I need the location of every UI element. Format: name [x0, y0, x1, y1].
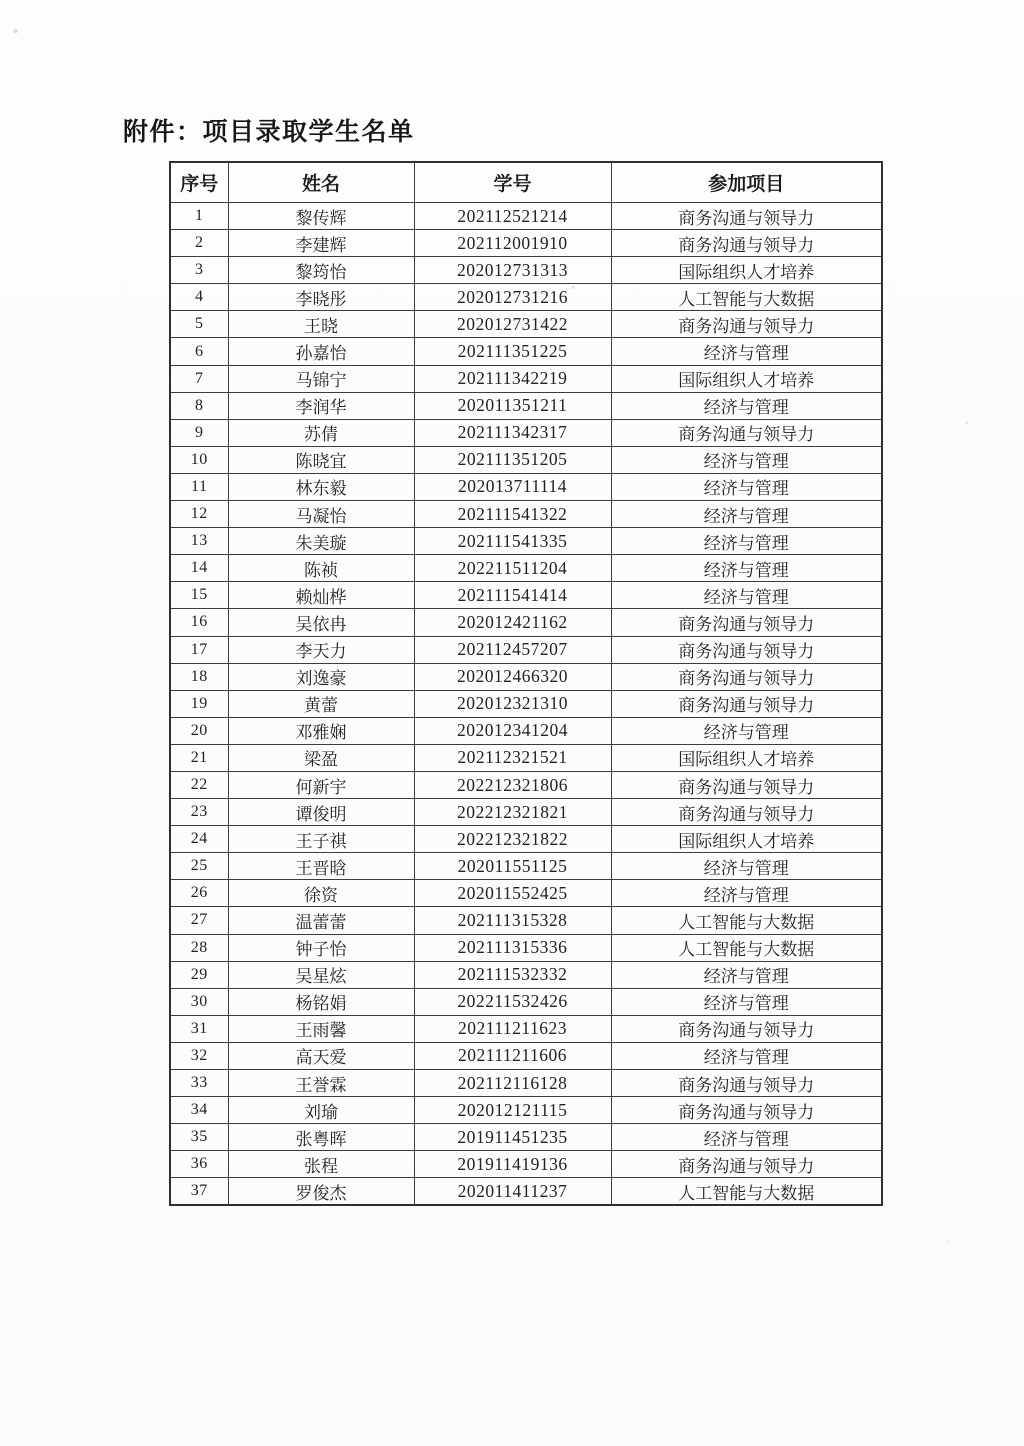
scan-speck: [947, 1240, 950, 1243]
cell-name: 王晋晗: [228, 853, 414, 880]
table-row: [170, 1178, 882, 1206]
cell-project: 经济与管理: [611, 392, 882, 419]
cell-student-id: 202012321310: [414, 690, 611, 717]
cell-project: 经济与管理: [611, 1124, 882, 1151]
cell-student-id: 202111541322: [414, 501, 611, 528]
cell-project: 商务沟通与领导力: [611, 419, 882, 446]
cell-index: 24: [170, 826, 228, 853]
attachment-title: 附件：项目录取学生名单: [123, 119, 415, 146]
table-header: [170, 162, 882, 203]
cell-index: 6: [170, 338, 228, 365]
cell-name: 孙嘉怡: [228, 338, 414, 365]
cell-index: 3: [170, 257, 228, 284]
cell-index: 11: [170, 473, 228, 500]
cell-project: 经济与管理: [611, 528, 882, 555]
cell-student-id: 202011411237: [414, 1178, 611, 1206]
table-row: [170, 473, 882, 500]
table-row: [170, 609, 882, 636]
cell-name: 徐资: [228, 880, 414, 907]
cell-index: 29: [170, 961, 228, 988]
cell-student-id: 202111532332: [414, 961, 611, 988]
table-row: [170, 934, 882, 961]
cell-project: 人工智能与大数据: [611, 934, 882, 961]
cell-index: 10: [170, 446, 228, 473]
cell-index: 33: [170, 1070, 228, 1097]
cell-index: 30: [170, 988, 228, 1015]
cell-name: 李晓彤: [228, 284, 414, 311]
cell-name: 苏倩: [228, 419, 414, 446]
cell-name: 吴星炫: [228, 961, 414, 988]
cell-project: 人工智能与大数据: [611, 1178, 882, 1206]
cell-project: 商务沟通与领导力: [611, 799, 882, 826]
cell-student-id: 202012121115: [414, 1097, 611, 1124]
cell-project: 经济与管理: [611, 555, 882, 582]
cell-name: 刘瑜: [228, 1097, 414, 1124]
cell-student-id: 202111315336: [414, 934, 611, 961]
table-row: [170, 961, 882, 988]
cell-name: 高天爱: [228, 1042, 414, 1069]
table-row: [170, 528, 882, 555]
cell-index: 9: [170, 419, 228, 446]
table-row: [170, 257, 882, 284]
cell-project: 商务沟通与领导力: [611, 1015, 882, 1042]
cell-index: 22: [170, 771, 228, 798]
cell-name: 邓雅娴: [228, 717, 414, 744]
table-row: [170, 1151, 882, 1178]
cell-project: 人工智能与大数据: [611, 907, 882, 934]
cell-student-id: 202212321806: [414, 771, 611, 798]
table-row: [170, 853, 882, 880]
cell-index: 35: [170, 1124, 228, 1151]
cell-name: 赖灿桦: [228, 582, 414, 609]
cell-index: 32: [170, 1042, 228, 1069]
cell-student-id: 202112521214: [414, 203, 611, 230]
cell-student-id: 202013711114: [414, 473, 611, 500]
cell-name: 李天力: [228, 636, 414, 663]
cell-student-id: 202212321821: [414, 799, 611, 826]
cell-student-id: 202112001910: [414, 230, 611, 257]
table-row: [170, 392, 882, 419]
cell-index: 13: [170, 528, 228, 555]
cell-student-id: 202212321822: [414, 826, 611, 853]
cell-student-id: 202112321521: [414, 744, 611, 771]
cell-project: 经济与管理: [611, 961, 882, 988]
cell-name: 张程: [228, 1151, 414, 1178]
table-row: [170, 880, 882, 907]
cell-student-id: 202012421162: [414, 609, 611, 636]
cell-student-id: 202111351205: [414, 446, 611, 473]
table-row: [170, 1124, 882, 1151]
table-row: [170, 501, 882, 528]
cell-student-id: 201911451235: [414, 1124, 611, 1151]
cell-student-id: 202111351225: [414, 338, 611, 365]
cell-project: 国际组织人才培养: [611, 744, 882, 771]
cell-name: 陈晓宜: [228, 446, 414, 473]
cell-name: 李润华: [228, 392, 414, 419]
cell-name: 温蕾蕾: [228, 907, 414, 934]
cell-project: 经济与管理: [611, 473, 882, 500]
cell-name: 李建辉: [228, 230, 414, 257]
cell-name: 马凝怡: [228, 501, 414, 528]
table-row: [170, 1042, 882, 1069]
cell-student-id: 202012731313: [414, 257, 611, 284]
table-row: [170, 338, 882, 365]
cell-student-id: 202011552425: [414, 880, 611, 907]
cell-index: 5: [170, 311, 228, 338]
table-row: [170, 230, 882, 257]
cell-project: 国际组织人才培养: [611, 257, 882, 284]
cell-student-id: 202111211623: [414, 1015, 611, 1042]
cell-index: 1: [170, 203, 228, 230]
cell-project: 经济与管理: [611, 1042, 882, 1069]
cell-index: 8: [170, 392, 228, 419]
table-row: [170, 1097, 882, 1124]
cell-name: 黎传辉: [228, 203, 414, 230]
cell-project: 商务沟通与领导力: [611, 1070, 882, 1097]
table-row: [170, 636, 882, 663]
table-row: [170, 555, 882, 582]
table-row: [170, 744, 882, 771]
cell-index: 21: [170, 744, 228, 771]
cell-name: 罗俊杰: [228, 1178, 414, 1206]
cell-student-id: 202111541414: [414, 582, 611, 609]
cell-name: 何新宇: [228, 771, 414, 798]
cell-student-id: 202111315328: [414, 907, 611, 934]
cell-student-id: 202111541335: [414, 528, 611, 555]
cell-index: 12: [170, 501, 228, 528]
cell-student-id: 202012466320: [414, 663, 611, 690]
table-row: [170, 446, 882, 473]
table-row: [170, 690, 882, 717]
cell-student-id: 202112457207: [414, 636, 611, 663]
cell-project: 经济与管理: [611, 988, 882, 1015]
table-row: [170, 663, 882, 690]
cell-project: 商务沟通与领导力: [611, 311, 882, 338]
cell-name: 杨铭娟: [228, 988, 414, 1015]
header-index: 序号: [170, 162, 228, 203]
cell-project: 商务沟通与领导力: [611, 609, 882, 636]
students-table-body: [170, 203, 882, 1206]
cell-project: 经济与管理: [611, 446, 882, 473]
table-row: [170, 582, 882, 609]
cell-index: 2: [170, 230, 228, 257]
cell-name: 王子祺: [228, 826, 414, 853]
table-row: [170, 1015, 882, 1042]
table-row: [170, 717, 882, 744]
cell-project: 经济与管理: [611, 582, 882, 609]
cell-index: 23: [170, 799, 228, 826]
cell-index: 19: [170, 690, 228, 717]
cell-project: 商务沟通与领导力: [611, 690, 882, 717]
cell-name: 黎筠怡: [228, 257, 414, 284]
cell-name: 王晓: [228, 311, 414, 338]
cell-name: 吴依冉: [228, 609, 414, 636]
cell-index: 36: [170, 1151, 228, 1178]
table-row: [170, 203, 882, 230]
cell-student-id: 201911419136: [414, 1151, 611, 1178]
cell-student-id: 202012731216: [414, 284, 611, 311]
cell-name: 马锦宁: [228, 365, 414, 392]
scan-speck: [13, 29, 18, 33]
table-row: [170, 311, 882, 338]
cell-student-id: 202011551125: [414, 853, 611, 880]
cell-project: 商务沟通与领导力: [611, 1151, 882, 1178]
cell-student-id: 202111342219: [414, 365, 611, 392]
cell-project: 商务沟通与领导力: [611, 636, 882, 663]
cell-name: 陈祯: [228, 555, 414, 582]
table-row: [170, 907, 882, 934]
cell-project: 商务沟通与领导力: [611, 230, 882, 257]
students-table: [169, 161, 883, 1206]
table-row: [170, 826, 882, 853]
cell-index: 25: [170, 853, 228, 880]
cell-project: 商务沟通与领导力: [611, 771, 882, 798]
cell-student-id: 202211511204: [414, 555, 611, 582]
cell-project: 国际组织人才培养: [611, 826, 882, 853]
table-row: [170, 799, 882, 826]
cell-index: 18: [170, 663, 228, 690]
cell-index: 34: [170, 1097, 228, 1124]
cell-name: 梁盈: [228, 744, 414, 771]
cell-student-id: 202011351211: [414, 392, 611, 419]
cell-project: 经济与管理: [611, 338, 882, 365]
table-row: [170, 988, 882, 1015]
cell-name: 钟子怡: [228, 934, 414, 961]
table-row: [170, 771, 882, 798]
cell-name: 谭俊明: [228, 799, 414, 826]
header-row: [170, 162, 882, 203]
cell-name: 朱美璇: [228, 528, 414, 555]
cell-student-id: 202012341204: [414, 717, 611, 744]
cell-project: 经济与管理: [611, 853, 882, 880]
cell-student-id: 202111211606: [414, 1042, 611, 1069]
cell-project: 经济与管理: [611, 880, 882, 907]
cell-project: 商务沟通与领导力: [611, 203, 882, 230]
cell-index: 31: [170, 1015, 228, 1042]
cell-student-id: 202111342317: [414, 419, 611, 446]
cell-name: 张粤晖: [228, 1124, 414, 1151]
cell-index: 20: [170, 717, 228, 744]
cell-index: 28: [170, 934, 228, 961]
table-row: [170, 1070, 882, 1097]
cell-index: 14: [170, 555, 228, 582]
cell-index: 15: [170, 582, 228, 609]
header-name: 姓名: [228, 162, 414, 203]
cell-index: 7: [170, 365, 228, 392]
cell-student-id: 202211532426: [414, 988, 611, 1015]
cell-index: 37: [170, 1178, 228, 1206]
cell-name: 林东毅: [228, 473, 414, 500]
cell-name: 刘逸豪: [228, 663, 414, 690]
scan-speck: [965, 421, 968, 424]
cell-project: 商务沟通与领导力: [611, 663, 882, 690]
cell-name: 黄蕾: [228, 690, 414, 717]
cell-index: 4: [170, 284, 228, 311]
table-row: [170, 365, 882, 392]
header-project: 参加项目: [611, 162, 882, 203]
cell-student-id: 202012731422: [414, 311, 611, 338]
cell-index: 26: [170, 880, 228, 907]
cell-project: 国际组织人才培养: [611, 365, 882, 392]
table-row: [170, 284, 882, 311]
cell-index: 16: [170, 609, 228, 636]
cell-name: 王雨馨: [228, 1015, 414, 1042]
cell-project: 商务沟通与领导力: [611, 1097, 882, 1124]
header-student-id: 学号: [414, 162, 611, 203]
cell-project: 经济与管理: [611, 717, 882, 744]
cell-project: 经济与管理: [611, 501, 882, 528]
cell-project: 人工智能与大数据: [611, 284, 882, 311]
cell-index: 27: [170, 907, 228, 934]
cell-index: 17: [170, 636, 228, 663]
cell-name: 王誉霖: [228, 1070, 414, 1097]
cell-student-id: 202112116128: [414, 1070, 611, 1097]
table-row: [170, 419, 882, 446]
